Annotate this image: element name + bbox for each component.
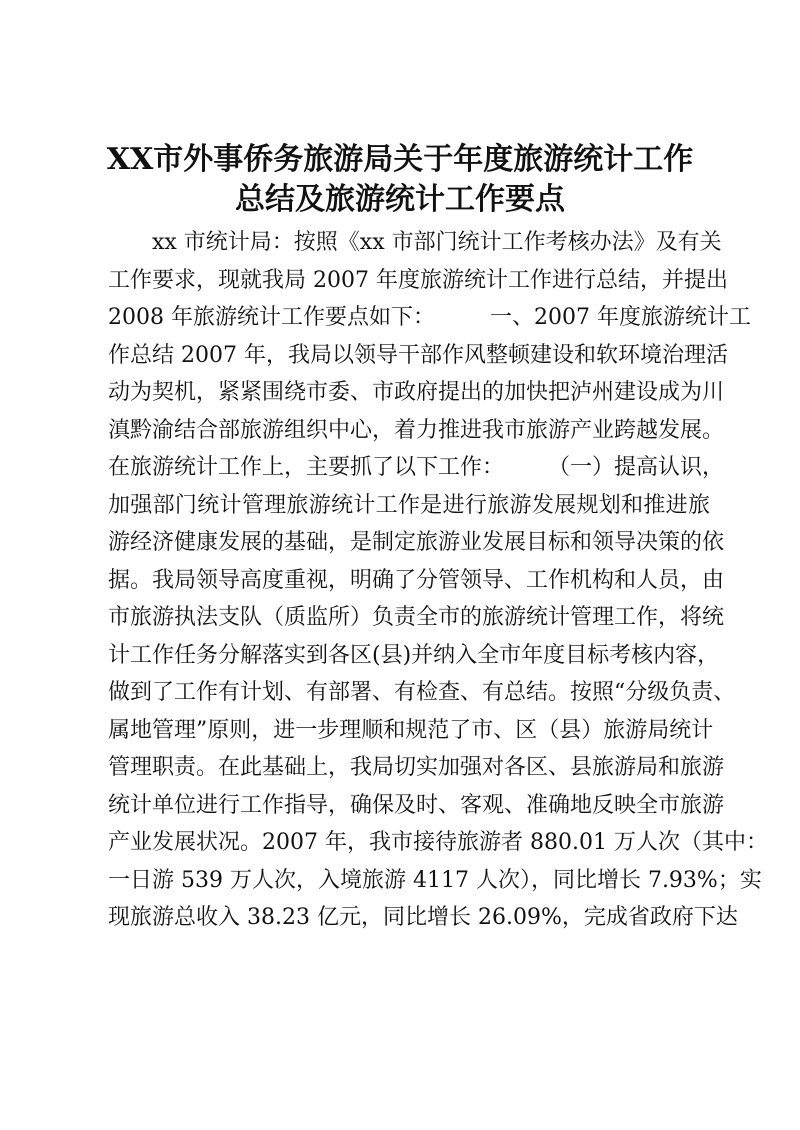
body-text-line: 做到了工作有计划、有部署、有检查、有总结。按照“分级负责、 [108, 680, 736, 705]
document-title-line-2: 总结及旅游统计工作要点 [235, 182, 565, 217]
body-text-line: 2008 年旅游统计工作要点如下： 一、2007 年度旅游统计工 [108, 305, 751, 330]
body-text-line: 滇黔渝结合部旅游组织中心，着力推进我市旅游产业跨越发展。 [108, 417, 725, 443]
body-text-line: 作总结 2007 年，我局以领导干部作风整顿建设和软环境治理活 [108, 342, 728, 368]
body-text-line: 动为契机，紧紧围绕市委、市政府提出的加快把泸州建设成为川 [108, 380, 725, 405]
body-text-line: 据。我局领导高度重视，明确了分管领导、工作机构和人员，由 [108, 567, 725, 593]
body-text-line: 统计单位进行工作指导，确保及时、客观、准确地反映全市旅游 [108, 792, 725, 818]
body-text-line: 工作要求，现就我局 2007 年度旅游统计工作进行总结，并提出 [108, 267, 728, 293]
body-text-line: 计工作任务分解落实到各区(县)并纳入全市年度目标考核内容， [108, 642, 720, 668]
body-text-line: 一日游 539 万人次，入境旅游 4117 人次），同比增长 7.93%；实 [108, 867, 762, 893]
body-text-line: 市旅游执法支队（质监所）负责全市的旅游统计管理工作，将统 [108, 605, 725, 630]
document-title-line-1: XX市外事侨务旅游局关于年度旅游统计工作 [106, 142, 694, 177]
body-text-line: 加强部门统计管理旅游统计工作是进行旅游发展规划和推进旅 [108, 492, 710, 518]
body-text-line: 产业发展状况。2007 年，我市接待旅游者 880.01 万人次（其中： [108, 830, 768, 855]
body-text-line: xx 市统计局：按照《xx 市部门统计工作考核办法》及有关 [152, 230, 722, 255]
document-body [108, 224, 768, 937]
body-text-line: 现旅游总收入 38.23 亿元，同比增长 26.09%，完成省政府下达 [108, 905, 738, 930]
body-text-line: 属地管理”原则，进一步理顺和规范了市、区（县）旅游局统计 [108, 717, 714, 743]
body-text-line: 管理职责。在此基础上，我局切实加强对各区、县旅游局和旅游 [108, 755, 725, 780]
body-text-line: 在旅游统计工作上，主要抓了以下工作： （一）提高认识， [108, 455, 725, 480]
body-text-line: 游经济健康发展的基础，是制定旅游业发展目标和领导决策的依 [108, 530, 725, 555]
